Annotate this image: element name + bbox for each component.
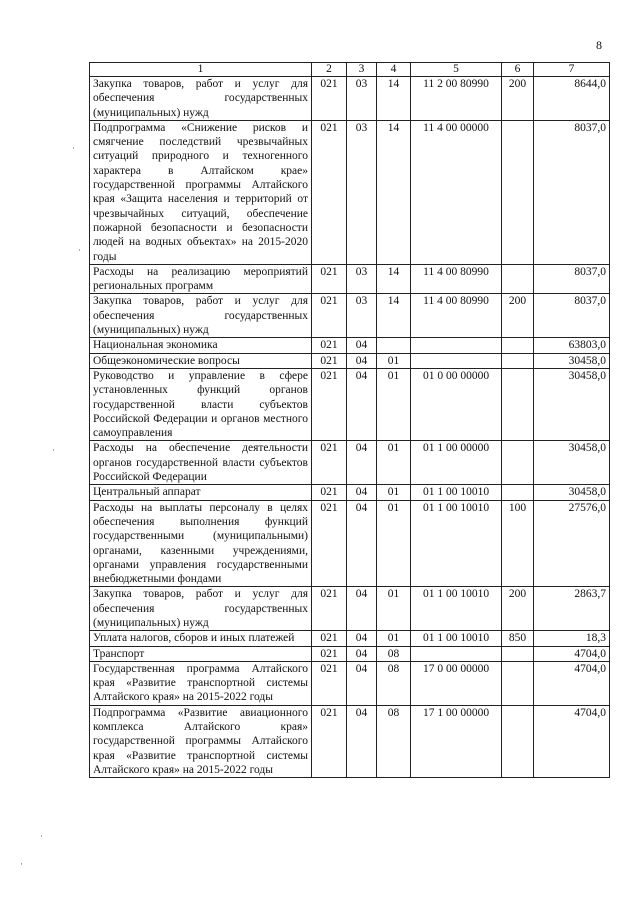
column-header: 6 (502, 63, 534, 77)
ministry-code-cell: 021 (312, 368, 347, 440)
scan-speck: · (20, 859, 23, 869)
section-code-cell: 04 (347, 338, 377, 353)
expense-type-cell: 850 (502, 631, 534, 646)
table-row (90, 338, 610, 353)
row-name-cell: Национальная экономика (90, 338, 312, 353)
column-header: 1 (90, 63, 312, 77)
scan-speck: · (40, 831, 43, 841)
amount-cell: 63803,0 (534, 338, 610, 353)
expense-type-cell: 200 (502, 77, 534, 121)
expense-type-cell: 100 (502, 500, 534, 587)
table-row (90, 485, 610, 500)
amount-cell: 27576,0 (534, 500, 610, 587)
page-number: 8 (596, 38, 602, 52)
amount-cell: 8644,0 (534, 77, 610, 121)
section-code-cell: 04 (347, 587, 377, 631)
ministry-code-cell: 021 (312, 705, 347, 777)
subsection-code-cell: 14 (377, 77, 411, 121)
table-row (90, 264, 610, 294)
amount-cell: 2863,7 (534, 587, 610, 631)
ministry-code-cell: 021 (312, 338, 347, 353)
subsection-code-cell: 01 (377, 587, 411, 631)
amount-cell: 8037,0 (534, 264, 610, 294)
table-body (90, 77, 610, 778)
subsection-code-cell: 01 (377, 500, 411, 587)
section-code-cell: 04 (347, 500, 377, 587)
target-article-cell: 01 1 00 10010 (411, 587, 502, 631)
target-article-cell: 11 4 00 80990 (411, 294, 502, 338)
ministry-code-cell: 021 (312, 631, 347, 646)
expense-type-cell (502, 353, 534, 368)
amount-cell: 30458,0 (534, 368, 610, 440)
expense-type-cell (502, 646, 534, 661)
row-name-cell: Расходы на реализацию мероприятий региональных программ (90, 264, 312, 294)
subsection-code-cell: 08 (377, 661, 411, 705)
expense-type-cell: 200 (502, 587, 534, 631)
amount-cell: 8037,0 (534, 294, 610, 338)
amount-cell: 4704,0 (534, 661, 610, 705)
section-code-cell: 03 (347, 294, 377, 338)
table-row (90, 646, 610, 661)
expense-type-cell (502, 368, 534, 440)
ministry-code-cell: 021 (312, 661, 347, 705)
target-article-cell: 01 1 00 10010 (411, 631, 502, 646)
ministry-code-cell: 021 (312, 587, 347, 631)
table-row (90, 77, 610, 121)
row-name-cell: Транспорт (90, 646, 312, 661)
amount-cell: 4704,0 (534, 646, 610, 661)
ministry-code-cell: 021 (312, 77, 347, 121)
expense-type-cell (502, 485, 534, 500)
amount-cell: 18,3 (534, 631, 610, 646)
target-article-cell: 01 1 00 00000 (411, 441, 502, 485)
section-code-cell: 04 (347, 631, 377, 646)
table-row (90, 368, 610, 440)
target-article-cell: 17 0 00 00000 (411, 661, 502, 705)
budget-table (89, 62, 610, 778)
table-row (90, 631, 610, 646)
section-code-cell: 04 (347, 646, 377, 661)
ministry-code-cell: 021 (312, 264, 347, 294)
target-article-cell: 01 1 00 10010 (411, 485, 502, 500)
row-name-cell: Закупка товаров, работ и услуг для обеспечения государственных (муниципальных) нужд (90, 587, 312, 631)
row-name-cell: Государственная программа Алтайского края «Развитие транспортной системы Алтайского края» на 2015-2022 годы (90, 661, 312, 705)
expense-type-cell (502, 264, 534, 294)
table-row (90, 353, 610, 368)
table-row (90, 661, 610, 705)
table-row (90, 705, 610, 777)
ministry-code-cell: 021 (312, 294, 347, 338)
expense-type-cell (502, 338, 534, 353)
expense-type-cell (502, 661, 534, 705)
subsection-code-cell: 01 (377, 441, 411, 485)
row-name-cell: Закупка товаров, работ и услуг для обеспечения государственных (муниципальных) нужд (90, 294, 312, 338)
row-name-cell: Руководство и управление в сфере установленных функций органов государственной власти субъектов Российской Федерации и органов местного самоуправления (90, 368, 312, 440)
row-name-cell: Центральный аппарат (90, 485, 312, 500)
row-name-cell: Уплата налогов, сборов и иных платежей (90, 631, 312, 646)
section-code-cell: 03 (347, 77, 377, 121)
row-name-cell: Закупка товаров, работ и услуг для обеспечения государственных (муниципальных) нужд (90, 77, 312, 121)
amount-cell: 30458,0 (534, 441, 610, 485)
target-article-cell: 11 2 00 80990 (411, 77, 502, 121)
target-article-cell (411, 646, 502, 661)
column-header: 5 (411, 63, 502, 77)
section-code-cell: 04 (347, 705, 377, 777)
subsection-code-cell (377, 338, 411, 353)
ministry-code-cell: 021 (312, 441, 347, 485)
column-header: 7 (534, 63, 610, 77)
scan-speck: · (78, 245, 81, 255)
section-code-cell: 04 (347, 661, 377, 705)
section-code-cell: 04 (347, 368, 377, 440)
target-article-cell: 11 4 00 00000 (411, 120, 502, 264)
target-article-cell (411, 338, 502, 353)
subsection-code-cell: 08 (377, 646, 411, 661)
ministry-code-cell: 021 (312, 120, 347, 264)
section-code-cell: 03 (347, 264, 377, 294)
section-code-cell: 04 (347, 441, 377, 485)
subsection-code-cell: 01 (377, 485, 411, 500)
target-article-cell: 11 4 00 80990 (411, 264, 502, 294)
section-code-cell: 04 (347, 353, 377, 368)
target-article-cell (411, 353, 502, 368)
ministry-code-cell: 021 (312, 646, 347, 661)
subsection-code-cell: 01 (377, 631, 411, 646)
row-name-cell: Подпрограмма «Снижение рисков и смягчение последствий чрезвычайных ситуаций природного и техногенного характера в Алтайском крае» государственной программы Алтайского края «Защита населения и территорий от чрезвычайных ситуаций, обеспечение пожарной безопасности и безопасности людей на водных объектах» на 2015-2020 годы (90, 120, 312, 264)
expense-type-cell (502, 120, 534, 264)
ministry-code-cell: 021 (312, 353, 347, 368)
section-code-cell: 03 (347, 120, 377, 264)
ministry-code-cell: 021 (312, 500, 347, 587)
target-article-cell: 01 1 00 10010 (411, 500, 502, 587)
expense-type-cell (502, 705, 534, 777)
table-row (90, 441, 610, 485)
column-header: 2 (312, 63, 347, 77)
expense-type-cell: 200 (502, 294, 534, 338)
expense-type-cell (502, 441, 534, 485)
scan-speck: · (52, 445, 55, 455)
column-header: 4 (377, 63, 411, 77)
column-header: 3 (347, 63, 377, 77)
subsection-code-cell: 14 (377, 294, 411, 338)
row-name-cell: Расходы на выплаты персоналу в целях обеспечения выполнения функций государственными (муниципальными) органами, казенными учреждениями, органами управления государственными внебюджетными фондами (90, 500, 312, 587)
row-name-cell: Расходы на обеспечение деятельности органов государственной власти субъектов Российской Федерации (90, 441, 312, 485)
target-article-cell: 01 0 00 00000 (411, 368, 502, 440)
table-row (90, 587, 610, 631)
subsection-code-cell: 14 (377, 120, 411, 264)
amount-cell: 30458,0 (534, 353, 610, 368)
subsection-code-cell: 01 (377, 368, 411, 440)
row-name-cell: Общеэкономические вопросы (90, 353, 312, 368)
amount-cell: 8037,0 (534, 120, 610, 264)
table-header-row (90, 63, 610, 77)
table-row (90, 500, 610, 587)
subsection-code-cell: 14 (377, 264, 411, 294)
subsection-code-cell: 01 (377, 353, 411, 368)
section-code-cell: 04 (347, 485, 377, 500)
amount-cell: 4704,0 (534, 705, 610, 777)
ministry-code-cell: 021 (312, 485, 347, 500)
row-name-cell: Подпрограмма «Развитие авиационного комплекса Алтайского края» государственной программы Алтайского края «Развитие транспортной системы Алтайского края» на 2015-2022 годы (90, 705, 312, 777)
scan-speck: · (72, 143, 75, 153)
table-row (90, 120, 610, 264)
target-article-cell: 17 1 00 00000 (411, 705, 502, 777)
subsection-code-cell: 08 (377, 705, 411, 777)
table-row (90, 294, 610, 338)
amount-cell: 30458,0 (534, 485, 610, 500)
